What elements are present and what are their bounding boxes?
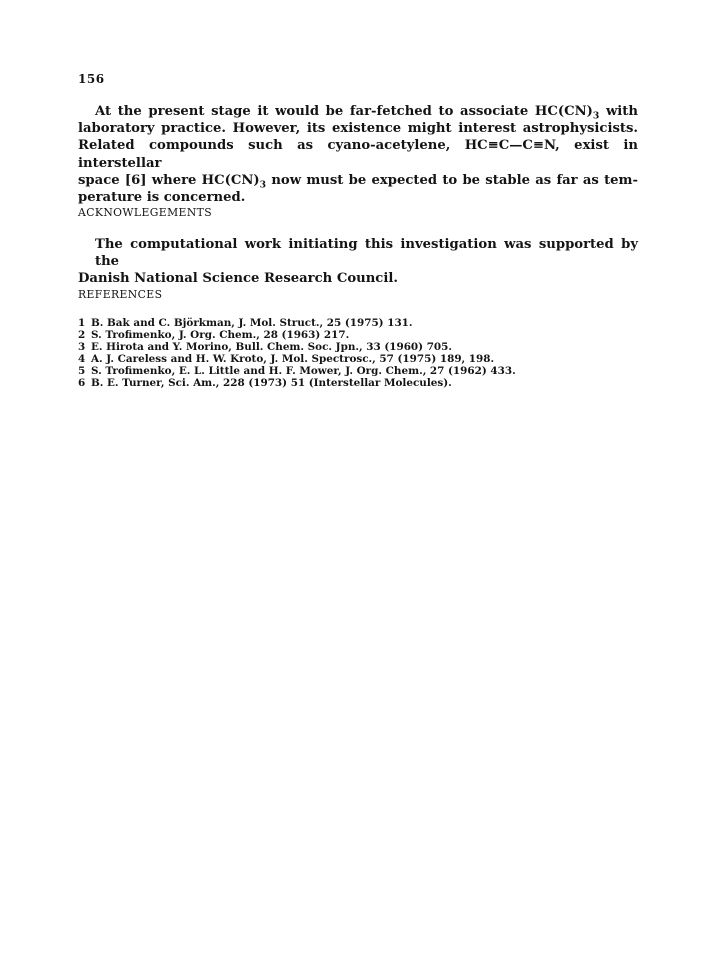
body-line: laboratory practice. However, its existence might interest astrophysicists. — [78, 121, 638, 137]
body-line: perature is concerned. — [78, 190, 246, 206]
reference-number: 6 — [78, 377, 86, 390]
reference-number: 4 — [78, 353, 86, 366]
acknowledgements-line: Danish National Science Research Council. — [78, 271, 398, 287]
acknowledgements-line: The computational work initiating this investigation was supported by the — [95, 237, 638, 270]
reference-text: E. Hirota and Y. Morino, Bull. Chem. Soc. Jpn., 33 (1960) 705. — [91, 341, 452, 354]
references-list — [78, 317, 638, 390]
reference-text: S. Trofimenko, J. Org. Chem., 28 (1963) 217. — [91, 329, 350, 342]
reference-number: 2 — [78, 329, 86, 342]
reference-item — [78, 341, 638, 353]
body-line: At the present stage it would be far-fetched to associate $HC(CN)_3$ with — [95, 104, 638, 122]
reference-item — [78, 317, 638, 329]
reference-number: 3 — [78, 341, 86, 354]
reference-item — [78, 353, 638, 365]
reference-text: B. E. Turner, Sci. Am., 228 (1973) 51 (Interstellar Molecules). — [91, 377, 452, 390]
references-heading: REFERENCES — [78, 288, 163, 301]
body-line: space [6] where $HC(CN)_3$ now must be expected to be stable as far as tem- — [78, 172, 638, 191]
reference-text: S. Trofimenko, E. L. Little and H. F. Mower, J. Org. Chem., 27 (1962) 433. — [91, 365, 516, 378]
reference-item — [78, 377, 638, 389]
reference-item — [78, 365, 638, 377]
reference-text: A. J. Careless and H. W. Kroto, J. Mol. Spectrosc., 57 (1975) 189, 198. — [91, 353, 495, 366]
page-number: 156 — [78, 72, 105, 86]
reference-item — [78, 329, 638, 341]
reference-number: 5 — [78, 365, 86, 378]
body-line: Related compounds such as cyano-acetylene, HC≡C—C≡N, exist in interstellar — [78, 138, 638, 171]
acknowledgements-paragraph — [78, 236, 638, 288]
body-paragraph — [78, 103, 638, 206]
acknowledgements-heading: ACKNOWLEGEMENTS — [78, 206, 213, 219]
reference-text: B. Bak and C. Björkman, J. Mol. Struct., 25 (1975) 131. — [91, 317, 413, 329]
reference-number: 1 — [78, 317, 86, 329]
